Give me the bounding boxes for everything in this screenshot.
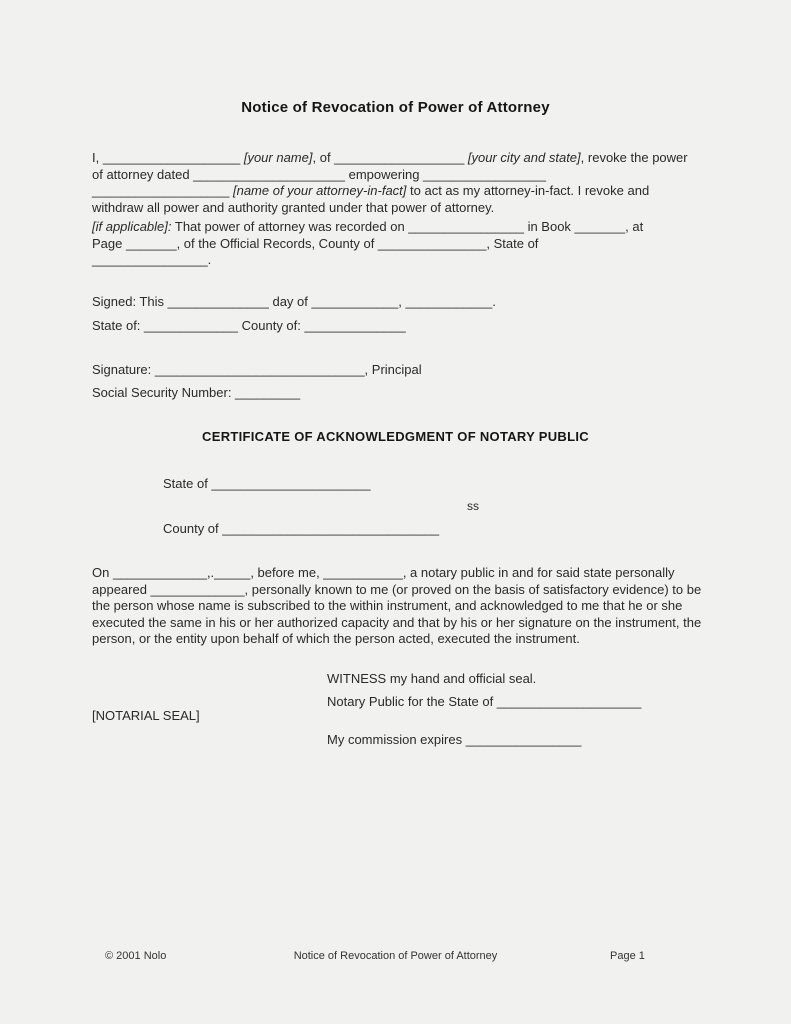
paragraph-line: ________________. <box>92 252 212 267</box>
paragraph-line <box>92 183 732 200</box>
commission-expires-line: My commission expires ________________ <box>327 732 582 747</box>
opening-paragraph <box>92 150 732 216</box>
notary-acknowledgment-paragraph <box>92 565 732 648</box>
paragraph-line: executed the same in his or her authorized capacity and that by his or her signature on the instrument, the <box>92 614 702 630</box>
paragraph-line: appeared _____________, personally known to me (or proved on the basis of satisfactory evidence) to be <box>92 581 702 597</box>
paragraph-line: On _____________,._____, before me, ___________, a notary public in and for said state personally <box>92 565 675 580</box>
your-name-placeholder: [your name] <box>243 150 313 165</box>
signature-line: Signature: _____________________________, Principal <box>92 362 422 377</box>
state-county-line: State of: _____________ County of: ______________ <box>92 318 406 333</box>
city-state-placeholder: [your city and state] <box>467 150 581 165</box>
paragraph-line: the person whose name is subscribed to the within instrument, and acknowledged to me that he or she <box>92 598 683 613</box>
footer-copyright: © 2001 Nolo <box>105 950 167 962</box>
recording-text: That power of attorney was recorded on ________________ in Book _______, at <box>171 219 644 234</box>
if-applicable-placeholder: [if applicable]: <box>92 219 172 234</box>
opening-text: I, ___________________ <box>92 150 244 165</box>
opening-text: , of __________________ <box>312 150 468 165</box>
opening-text: , revoke the power <box>580 150 688 165</box>
notary-certificate-heading: CERTIFICATE OF ACKNOWLEDGMENT OF NOTARY PUBLIC <box>202 429 589 444</box>
witness-line: WITNESS my hand and official seal. <box>327 671 537 686</box>
attorney-in-fact-placeholder: [name of your attorney-in-fact] <box>232 183 407 198</box>
footer-page-number: Page 1 <box>610 950 645 962</box>
paragraph-line <box>92 150 732 167</box>
paragraph-line: withdraw all power and authority granted under that power of attorney. <box>92 199 495 215</box>
signed-date-line: Signed: This ______________ day of ____________, ____________. <box>92 294 496 309</box>
venue-state-line: State of ______________________ <box>163 476 371 491</box>
document-title: Notice of Revocation of Power of Attorney <box>241 99 550 116</box>
notary-public-state-line: Notary Public for the State of ____________________ <box>327 694 642 709</box>
venue-county-line: County of ______________________________ <box>163 521 440 536</box>
opening-text: ___________________ <box>92 183 233 198</box>
notarial-seal-label: [NOTARIAL SEAL] <box>92 708 200 723</box>
ssn-line: Social Security Number: _________ <box>92 385 301 400</box>
paragraph-line: person, or the entity upon behalf of which the person acted, executed the instrument. <box>92 631 580 646</box>
venue-ss-label: ss <box>467 499 479 513</box>
footer-document-title: Notice of Revocation of Power of Attorney <box>293 950 498 962</box>
paragraph-line <box>92 219 732 236</box>
paragraph-line: of attorney dated _____________________ empowering _________________ <box>92 166 546 182</box>
recording-paragraph <box>92 219 732 269</box>
paragraph-line: Page _______, of the Official Records, County of _______________, State of <box>92 235 539 251</box>
opening-text: to act as my attorney-in-fact. I revoke and <box>406 183 650 198</box>
